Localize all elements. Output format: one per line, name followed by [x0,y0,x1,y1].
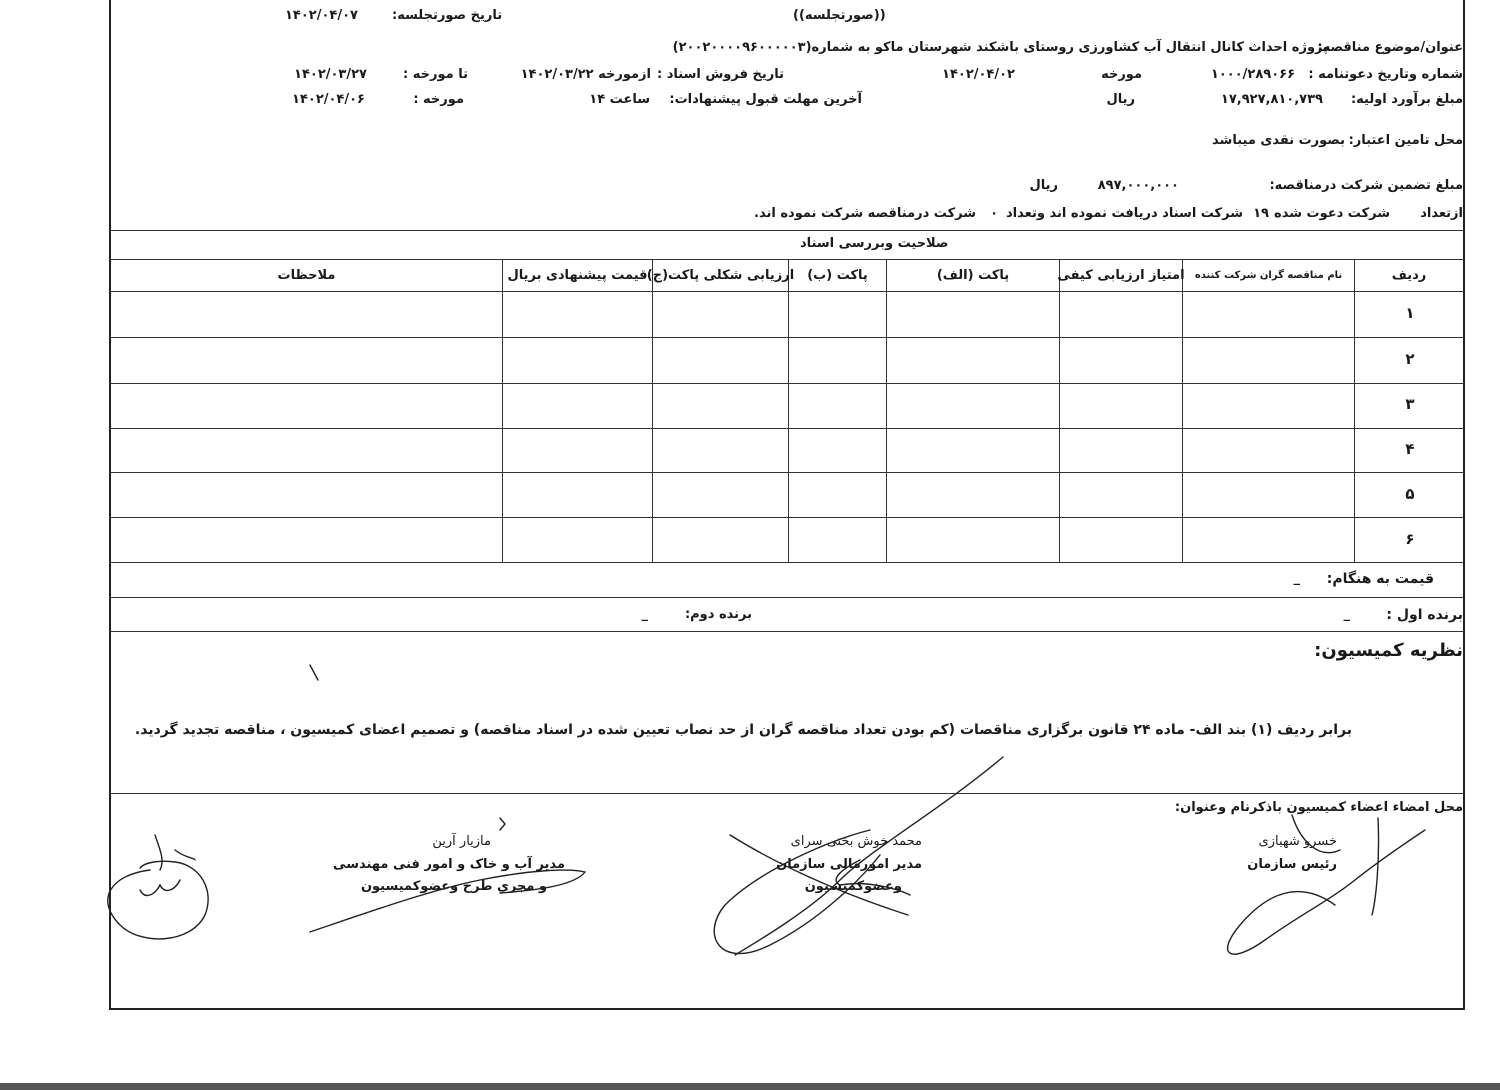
guarantee-rial: ریال [1029,178,1058,193]
subject-label: عنوان/موضوع مناقصه: [1317,40,1463,55]
results-line [110,597,1464,598]
col-divider [502,259,503,562]
sale-from: ازمورخه ۱۴۰۲/۰۳/۲۲ [520,67,651,82]
member-3-name: مازیار آرین [432,834,491,849]
table-row-line [110,517,1464,518]
guarantee-label: مبلغ تضمین شرکت درمناقصه: [1269,178,1463,193]
fair-price-value: _ [1293,571,1300,586]
fair-price-label: قیمت به هنگام: [1326,571,1434,587]
table-top-line [110,230,1464,231]
sale-to: ۱۴۰۲/۰۳/۲۷ [294,67,367,82]
first-winner-label: برنده اول : [1386,607,1463,623]
results-line [110,631,1464,632]
funding-value: بصورت نقدی میباشد [1212,133,1345,148]
member-1-title: رئیس سازمان [1247,857,1337,872]
col-header-packet-b: پاکت (ب) [807,268,868,283]
table-bottom-line [110,562,1464,563]
table-row-line [110,337,1464,338]
estimate-value: ۱۷,۹۲۷,۸۱۰,۷۳۹ [1220,92,1323,107]
table-row-number: ۱ [1405,304,1415,322]
deadline-hour: ساعت ۱۴ [589,92,650,107]
table-row-number: ۲ [1405,350,1415,368]
funding-label: محل تامین اعتبار: [1348,133,1463,148]
table-row-number: ۵ [1405,485,1415,503]
invitation-label: شماره وتاریخ دعوتنامه : [1308,67,1463,82]
minutes-title: ((صورتجلسه)) [793,8,886,23]
member-2-title-1: مدیر امورمالی سازمان [776,857,922,872]
scan-edge-bar [0,1083,1500,1090]
table-row-line [110,383,1464,384]
estimate-rial: ریال [1106,92,1135,107]
commission-title: نظریه کمیسیون: [1314,640,1463,661]
invitation-date: ۱۴۰۲/۰۴/۰۲ [942,67,1015,82]
col-divider [1354,259,1355,562]
second-winner-label: برنده دوم: [684,607,752,622]
second-winner-value: _ [641,607,648,622]
commission-opinion: برابر ردیف (۱) بند الف- ماده ۲۴ قانون برگزاری مناقصات (کم بودن تعداد مناقصه گران از حد نصاب تعیین شده در اسناد مناقصه) و تصمیم اعضای کمیسیون ، مناقصه تجدید گردید. [134,722,1352,738]
table-row-line [110,472,1464,473]
table-section-title: صلاحیت وبررسی اسناد [800,236,949,251]
deadline-dated-label: مورخه : [413,92,464,107]
col-header-bidder-name: نام مناقصه گران شرکت کننده [1194,270,1343,281]
member-2-name: محمد خوش بختی سرای [790,834,922,849]
signature-section-line [110,793,1464,794]
member-1-name: خسرو شهبازی [1258,834,1337,849]
deadline-label: آخرین مهلت قبول پیشنهادات: [669,92,862,107]
col-divider [1059,259,1060,562]
col-header-packet-a: پاکت (الف) [936,268,1010,283]
invitation-dated-label: مورخه [1101,67,1142,82]
table-row-line [110,428,1464,429]
count-text-1: شرکت دعوت شده [1274,206,1390,221]
col-divider [788,259,789,562]
first-winner-value: _ [1343,607,1350,622]
sale-label: تاریخ فروش اسناد : [657,67,784,82]
estimate-label: مبلغ برآورد اولیه: [1350,92,1463,107]
col-divider [1182,259,1183,562]
member-3-title-2: و مجری طرح وعضوکمیسیون [360,879,547,894]
col-header-quality-score: امتیاز ارزیابی کیفی [1057,268,1185,283]
col-header-price: قیمت پیشنهادی بریال [507,268,648,283]
guarantee-value: ۸۹۷,۰۰۰,۰۰۰ [1097,178,1179,193]
count-participated: ۰ [990,206,998,221]
col-divider [652,259,653,562]
col-header-packet-c: ارزیابی شکلی پاکت(ج) [646,268,795,283]
table-row-number: ۶ [1405,530,1415,548]
member-2-title-2: وعضوکمیسیون [804,879,902,894]
signatures-label: محل امضاء اعضاء کمیسیون باذکرنام وعنوان: [1174,800,1463,815]
col-divider [886,259,887,562]
deadline-date: ۱۴۰۲/۰۴/۰۶ [292,92,365,107]
count-received: ۱۹ [1253,206,1269,221]
minutes-date: ۱۴۰۲/۰۴/۰۷ [285,8,358,23]
member-3-title-1: مدیر آب و خاک و امور فنی مهندسی [333,857,565,872]
count-text-3: شرکت درمناقصه شرکت نموده اند. [754,206,976,221]
table-row-line [110,291,1464,292]
table-row-number: ۳ [1405,395,1415,413]
sale-to-label: تا مورخه : [403,67,468,82]
table-row-number: ۴ [1405,440,1415,458]
col-header-notes: ملاحظات [277,268,336,283]
col-header-row: ردیف [1391,268,1427,283]
invitation-number: ۱۰۰۰/۲۸۹۰۶۶ [1210,67,1295,82]
count-prefix: ازتعداد [1420,206,1463,221]
count-text-2: شرکت اسناد دریافت نموده اند وتعداد [1006,206,1243,221]
minutes-date-label: تاریخ صورتجلسه: [392,8,503,23]
subject-value: پروژه احداث کانال انتقال آب کشاورزی روستای باشکند شهرستان ماکو به شماره(۲۰۰۲۰۰۰۰۹۶۰۰۰۰۰۳) [672,40,1328,55]
